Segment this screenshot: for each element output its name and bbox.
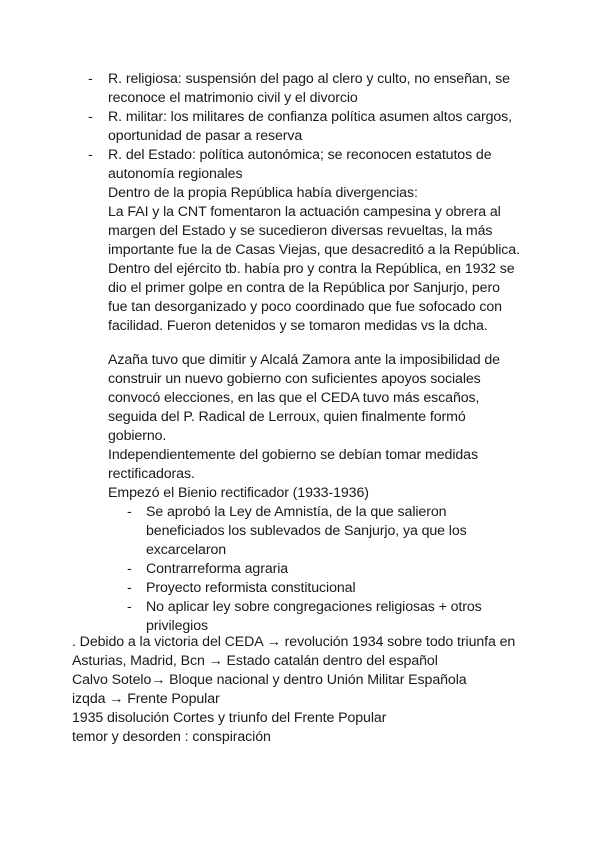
text-line: Independientemente del gobierno se debían tomar medidas <box>108 447 478 463</box>
text-line: facilidad. Fueron detenidos y se tomaron medidas vs la dcha. <box>108 318 488 334</box>
text-line: Dentro del ejército tb. había pro y contra la República, en 1932 se <box>108 261 515 277</box>
text-line: Calvo Sotelo→ Bloque nacional y dentro Unión Militar Española <box>72 672 467 688</box>
text-line: beneficiados los sublevados de Sanjurjo, ya que los <box>146 523 467 539</box>
bullet-dash: - <box>127 580 132 596</box>
text-line: Empezó el Bienio rectificador (1933-1936) <box>108 485 369 501</box>
text-line: 1935 disolución Cortes y triunfo del Frente Popular <box>72 710 387 726</box>
bullet-dash: - <box>88 147 93 163</box>
bullet-dash: - <box>88 71 93 87</box>
text-line: gobierno. <box>108 428 167 444</box>
bullet-dash: - <box>127 599 132 615</box>
text-line: fue tan desorganizado y poco coordinado que fue sofocado con <box>108 299 502 315</box>
text-line: seguida del P. Radical de Lerroux, quien finalmente formó <box>108 409 466 425</box>
text-line: R. religiosa: suspensión del pago al clero y culto, no enseñan, se <box>108 71 510 87</box>
text-line: rectificadoras. <box>108 466 195 482</box>
text-line: margen del Estado y se sucedieron diversas revueltas, la más <box>108 223 493 239</box>
text-line: Contrarreforma agraria <box>146 561 289 577</box>
text-line: oportunidad de pasar a reserva <box>108 128 303 144</box>
bullet-dash: - <box>127 561 132 577</box>
text-line: importante fue la de Casas Viejas, que desacreditó a la República. <box>108 242 520 258</box>
text-line: Asturias, Madrid, Bcn → Estado catalán dentro del español <box>72 653 438 669</box>
text-line: Dentro de la propia República había divergencias: <box>108 185 418 201</box>
text-line: privilegios <box>146 618 208 634</box>
text-line: construir un nuevo gobierno con suficientes apoyos sociales <box>108 371 481 387</box>
text-line: temor y desorden : conspiración <box>72 729 271 745</box>
text-line: Se aprobó la Ley de Amnistía, de la que salieron <box>146 504 447 520</box>
bullet-dash: - <box>127 504 132 520</box>
text-line: La FAI y la CNT fomentaron la actuación campesina y obrera al <box>108 204 501 220</box>
text-line: R. militar: los militares de confianza política asumen altos cargos, <box>108 109 513 125</box>
bullet-dash: - <box>88 109 93 125</box>
text-line: dio el primer golpe en contra de la República por Sanjurjo, pero <box>108 280 500 296</box>
text-line: izqda → Frente Popular <box>72 691 220 707</box>
text-line: . Debido a la victoria del CEDA → revolución 1934 sobre todo triunfa en <box>72 634 516 650</box>
text-line: reconoce el matrimonio civil y el divorcio <box>108 90 358 106</box>
text-line: No aplicar ley sobre congregaciones religiosas + otros <box>146 599 482 615</box>
text-line: autonomía regionales <box>108 166 243 182</box>
text-line: Proyecto reformista constitucional <box>146 580 356 596</box>
text-line: R. del Estado: política autonómica; se reconocen estatutos de <box>108 147 492 163</box>
text-line: Azaña tuvo que dimitir y Alcalá Zamora ante la imposibilidad de <box>108 352 500 368</box>
text-line: excarcelaron <box>146 542 227 558</box>
text-line: convocó elecciones, en las que el CEDA tuvo más escaños, <box>108 390 480 406</box>
